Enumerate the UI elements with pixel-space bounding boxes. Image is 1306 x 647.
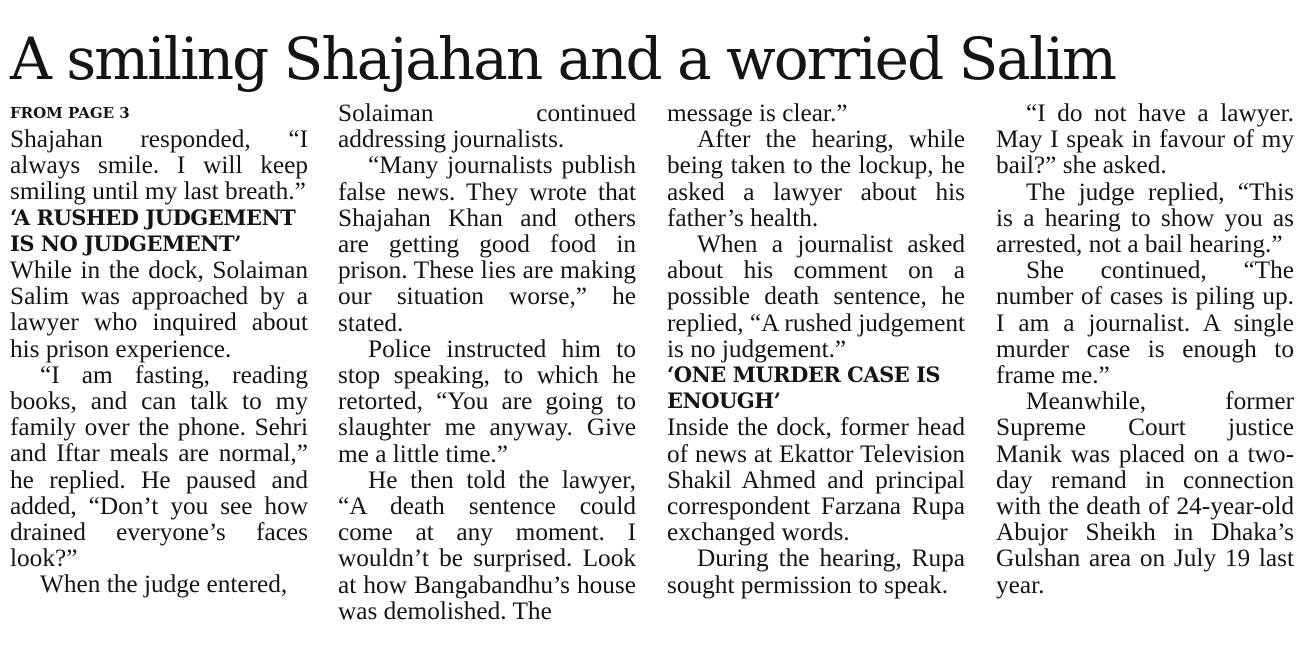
article-column-3 — [667, 100, 965, 598]
headline: A smiling Shajahan and a worried Salim — [10, 25, 1115, 93]
paragraph: He then told the lawyer, “A death sentence could come at any moment. I wouldn’t be surprised. Look at how Bangabandhu’s house was demolished. The — [338, 465, 636, 625]
dateline: FROM PAGE 3 — [10, 104, 130, 122]
subheading: ‘ONE MURDER CASE IS ENOUGH’ — [667, 362, 941, 414]
paragraph: She continued, “The number of cases is piling up. I am a journalist. A single murder case is enough to frame me.” — [996, 256, 1294, 390]
paragraph: When a journalist asked about his comment on a possible death sentence, he replied, “A rushed judgement is no judgement.” — [667, 230, 965, 363]
article-column-4 — [996, 100, 1294, 598]
paragraph: “Many journalists publish false news. They wrote that Shajahan Khan and others are getting good food in prison. These lies are making our situation worse,” he stated. — [338, 151, 636, 337]
paragraph: Meanwhile, former Supreme Court justice Manik was placed on a two-day remand in connection with the death of 24-year-old Abujor Sheikh in Dhaka’s Gulshan area on July 19 last year. — [996, 387, 1294, 599]
paragraph: The judge replied, “This is a hearing to show you as arrested, not a bail hearing.” — [996, 177, 1294, 259]
paragraph: Police instructed him to stop speaking, to which he retorted, “You are going to slaughter me anyway. Give me a little time.” — [338, 334, 636, 468]
paragraph: Solaiman continued addressing journalists. — [338, 99, 636, 154]
paragraph: While in the dock, Solaiman Salim was approached by a lawyer who inquired about his prison experience. — [10, 256, 308, 363]
paragraph: message is clear.” — [667, 99, 848, 127]
paragraph: “I am fasting, reading books, and can talk to my family over the phone. Sehri and Iftar meals are normal,” he replied. He paused and added, “Don’t you see how drained everyone’s faces look?” — [10, 360, 308, 573]
paragraph: After the hearing, while being taken to the lockup, he asked a lawyer about his father’s health. — [667, 125, 965, 232]
paragraph: Inside the dock, former head of news at Ekattor Television Shakil Ahmed and principal correspondent Farzana Rupa exchanged words. — [667, 413, 965, 547]
article-column-2 — [338, 100, 636, 624]
subheading: ‘A RUSHED JUDGEMENT IS NO JUDGEMENT’ — [10, 204, 296, 256]
paragraph: “I do not have a lawyer. May I speak in favour of my bail?” she asked. — [996, 99, 1294, 180]
paragraph: Shajahan responded, “I always smile. I will keep smiling until my last breath.” — [10, 125, 308, 206]
article-column-1 — [10, 100, 308, 598]
paragraph: During the hearing, Rupa sought permission to speak. — [667, 544, 965, 599]
paragraph: When the judge entered, — [40, 570, 288, 599]
